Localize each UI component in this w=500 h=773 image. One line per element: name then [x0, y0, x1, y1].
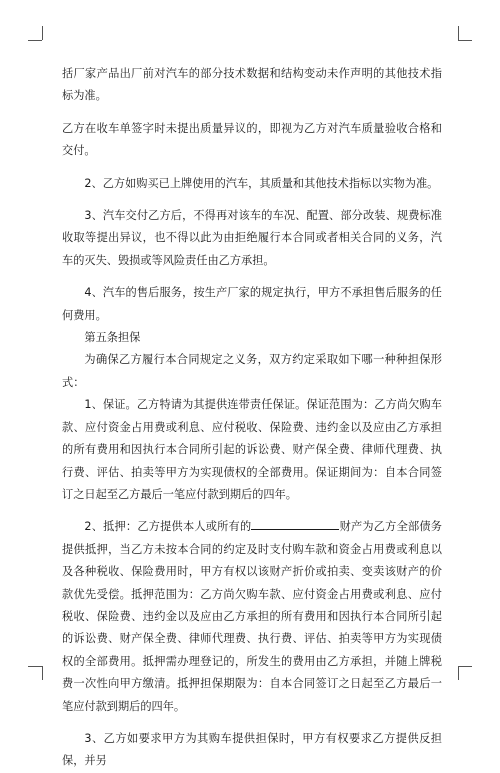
fill-in-blank[interactable]	[251, 518, 339, 530]
crop-mark-bottom-right-h	[458, 666, 472, 667]
crop-mark-top-left-v	[42, 26, 43, 40]
section-heading-guarantee: 第五条担保	[84, 331, 141, 345]
crop-mark-top-right-v	[458, 26, 459, 40]
paragraph-guarantee-intro: 为确保乙方履行本合同规定之义务，双方约定采取如下哪一种种担保形式：	[62, 353, 442, 389]
paragraph-clause-2: 2、乙方如购买已上牌使用的汽车，其质量和其他技术指标以实物为准。	[84, 176, 439, 190]
paragraph-inspection: 乙方在收车单签字时未提出质量异议的，即视为乙方对汽车质量验收合格和交付。	[62, 121, 442, 158]
crop-mark-bottom-left-h	[28, 666, 42, 667]
paragraph-continuation: 括厂家产品出厂前对汽车的部分技术数据和结构变动未作声明的其他技术指标为准。	[62, 67, 442, 103]
paragraph-guarantee-2-after: 财产为乙方全部债务提供抵押，当乙方未按本合同的约定及时支付购车款和资金占用费或利息以及各种税收、保险费用时，甲方有权以该财产折价或拍卖、变卖该财产的价款优先受偿。抵押范围为：乙方尚欠购车款、应付资金占用费或利息、应付税收、保险费、违约金以及应由乙方承担的所有费用和因执行本合同所引起的诉讼费、财产保全费、律师代理费、执行费、评估、拍卖等甲方为实现债权的全部费用。抵押需办理登记的，所发生的费用由乙方承担，并随上牌税费一次性向甲方缴清。抵押担保期限为：自本合同签订之日起至乙方最后一笔应付款到期后的四年。	[62, 520, 442, 713]
paragraph-clause-4: 4、汽车的售后服务，按生产厂家的规定执行，甲方不承担售后服务的任何费用。	[62, 286, 442, 322]
crop-mark-bottom-left-v	[42, 666, 43, 680]
crop-mark-top-right-h	[458, 40, 472, 41]
paragraph-guarantee-1: 1、保证。乙方特请为其提供连带责任保证。保证范围为：乙方尚欠购车款、应付资金占用费或利息、应付税收、保险费、违约金以及应由乙方承担的所有费用和因执行本合同所引起的诉讼费、财产保全费、律师代理费、执行费、评估、拍卖等甲方为实现债权的全部费用。保证期间为：自本合同签订之日起至乙方最后一笔应付款到期后的四年。	[62, 398, 442, 501]
crop-mark-bottom-right-v	[458, 666, 459, 680]
paragraph-guarantee-2	[62, 516, 442, 718]
paragraph-guarantee-3: 3、乙方如要求甲方为其购车提供担保时，甲方有权要求乙方提供反担保，并另	[62, 731, 442, 768]
paragraph-clause-3: 3、汽车交付乙方后，不得再对该车的车况、配置、部分改装、规费标准收取等提出异议，也不得以此为由拒绝履行本合同或者相关合同的义务，汽车的灭失、毁损或等风险责任由乙方承担。	[62, 209, 442, 267]
crop-mark-top-left-h	[28, 40, 42, 41]
document-body	[62, 63, 442, 773]
paragraph-guarantee-2-before: 2、抵押：乙方提供本人或所有的	[84, 520, 252, 534]
